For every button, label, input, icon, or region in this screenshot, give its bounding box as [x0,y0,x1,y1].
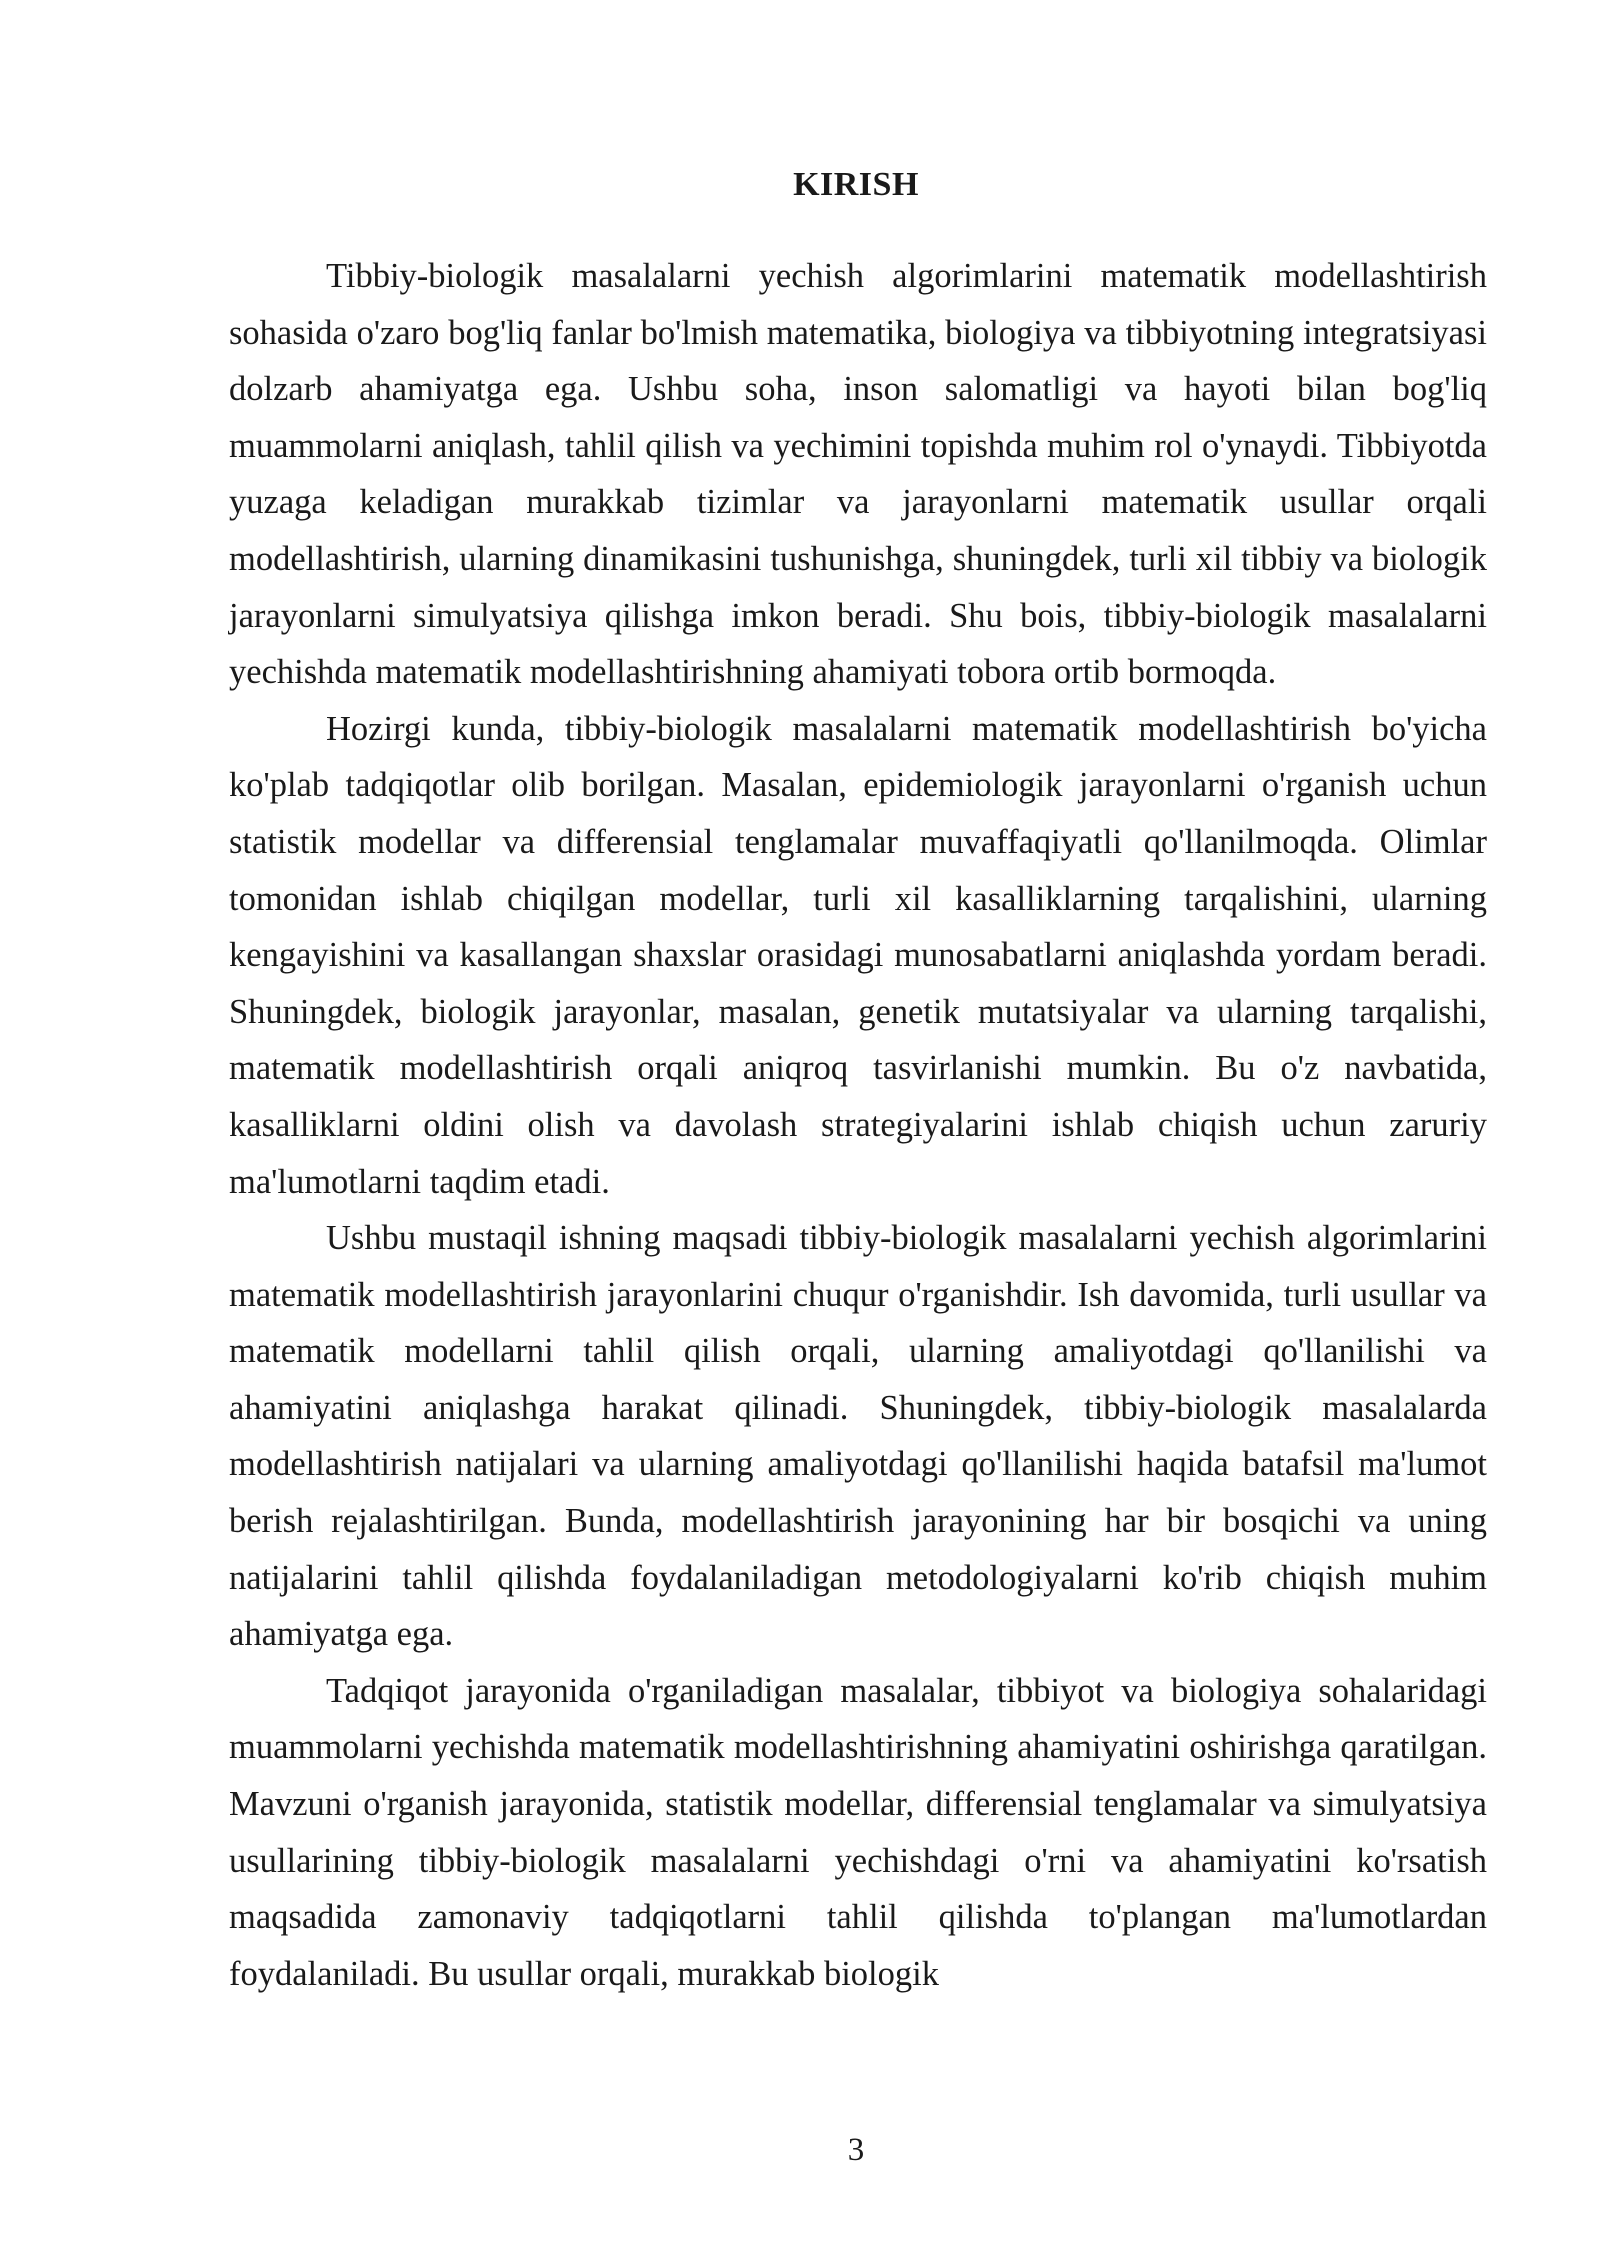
paragraph-1: Tibbiy-biologik masalalarni yechish algorimlarini matematik modellashtirish sohasida o'zaro bog'liq fanlar bo'lmish matematika, biologiya va tibbiyotning integratsiyasi dolzarb ahamiyatga ega. Ushbu soha, inson salomatligi va hayoti bilan bog'liq muammolarni aniqlash, tahlil qilish va yechimini topishda muhim rol o'ynaydi. Tibbiyotda yuzaga keladigan murakkab tizimlar va jarayonlarni matematik usullar orqali modellashtirish, ularning dinamikasini tushunishga, shuningdek, turli xil tibbiy va biologik jarayonlarni simulyatsiya qilishga imkon beradi. Shu bois, tibbiy-biologik masalalarni yechishda matematik modellashtirishning ahamiyati tobora ortib bormoqda. [229,257,1487,692]
paragraph-4: Tadqiqot jarayonida o'rganiladigan masalalar, tibbiyot va biologiya sohalaridagi muammolarni yechishda matematik modellashtirishning ahamiyatini oshirishga qaratilgan. Mavzuni o'rganish jarayonida, statistik modellar, differensial tenglamalar va simulyatsiya usullarining tibbiy-biologik masalalarni yechishdagi o'rni va ahamiyatini ko'rsatish maqsadida zamonaviy tadqiqotlarni tahlil qilishda to'plangan ma'lumotlardan foydalaniladi. Bu usullar orqali, murakkab biologik [229,1671,1487,1993]
page-number: 3 [847,2132,865,2168]
paragraph-2: Hozirgi kunda, tibbiy-biologik masalalarni matematik modellashtirish bo'yicha ko'plab tadqiqotlar olib borilgan. Masalan, epidemiologik jarayonlarni o'rganish uchun statistik modellar va differensial tenglamalar muvaffaqiyatli qo'llanilmoqda. Olimlar tomonidan ishlab chiqilgan modellar, turli xil kasalliklarning tarqalishini, ularning kengayishini va kasallangan shaxslar orasidagi munosabatlarni aniqlashda yordam beradi. Shuningdek, biologik jarayonlar, masalan, genetik mutatsiyalar va ularning tarqalishi, matematik modellashtirish orqali aniqroq tasvirlanishi mumkin. Bu o'z navbatida, kasalliklarni oldini olish va davolash strategiyalarini ishlab chiqish uchun zaruriy ma'lumotlarni taqdim etadi. [229,709,1487,1201]
paragraph-3: Ushbu mustaqil ishning maqsadi tibbiy-biologik masalalarni yechish algorimlarini matematik modellashtirish jarayonlarini chuqur o'rganishdir. Ish davomida, turli usullar va matematik modellarni tahlil qilish orqali, ularning amaliyotdagi qo'llanilishi va ahamiyatini aniqlashga harakat qilinadi. Shuningdek, tibbiy-biologik masalalarda modellashtirish natijalari va ularning amaliyotdagi qo'llanilishi haqida batafsil ma'lumot berish rejalashtirilgan. Bunda, modellashtirish jarayonining har bir bosqichi va uning natijalarini tahlil qilishda foydalaniladigan metodologiyalarni ko'rib chiqish muhim ahamiyatga ega. [229,1219,1487,1654]
section-title: KIRISH [793,166,919,203]
body-text [229,248,1487,2002]
